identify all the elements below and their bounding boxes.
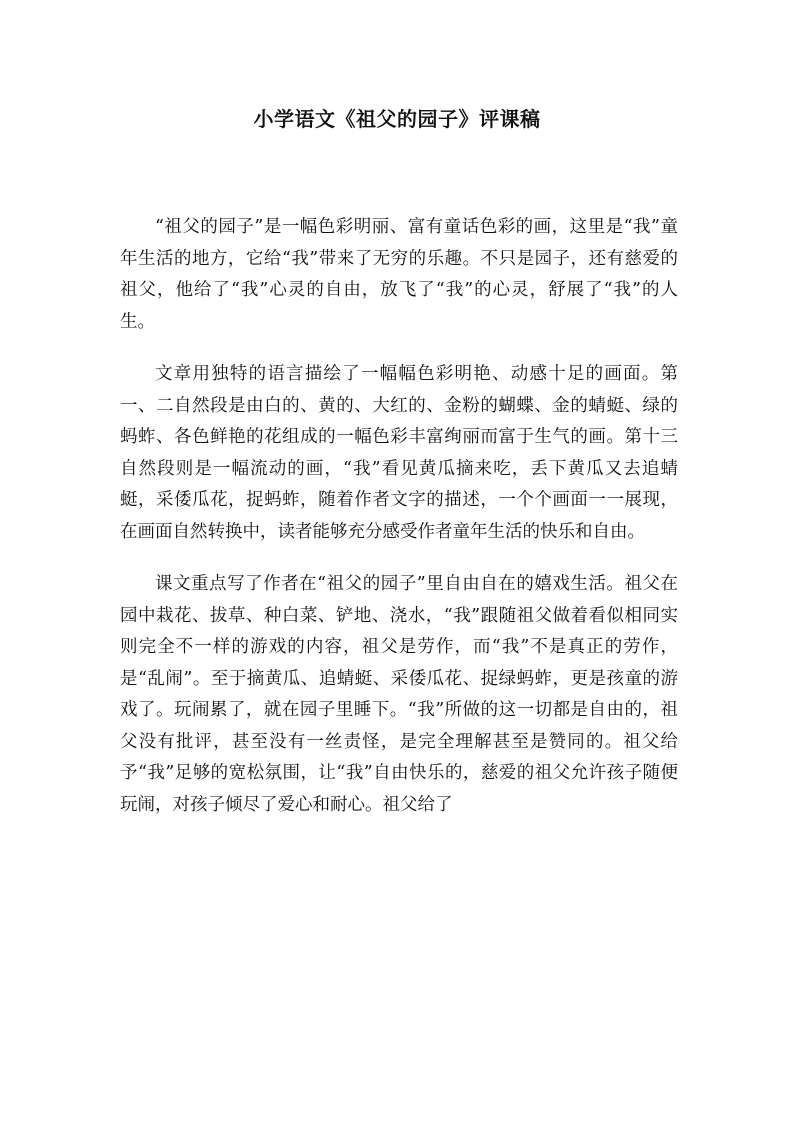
document-body — [120, 212, 678, 842]
paragraph-2: 文章用独特的语言描绘了一幅幅色彩明艳、动感十足的画面。第一、二自然段是由白的、黄的、大红的、金粉的蝴蝶、金的蜻蜓、绿的蚂蚱、各色鲜艳的花组成的一幅色彩丰富绚丽而富于生气的画。第十三自然段则是一幅流动的画，“我”看见黄瓜摘来吃，丢下黄瓜又去追蜻蜓，采倭瓜花，捉蚂蚱，随着作者文字的描述，一个个画面一一展现，在画面自然转换中，读者能够充分感受作者童年生活的快乐和自由。 — [120, 364, 678, 542]
paragraph-1: “祖父的园子”是一幅色彩明丽、富有童话色彩的画，这里是“我”童年生活的地方，它给“我”带来了无穷的乐趣。不只是园子，还有慈爱的祖父，他给了“我”心灵的自由，放飞了“我”的心灵，舒展了“我”的人生。 — [120, 217, 678, 332]
document-title: 小学语文《祖父的园子》评课稿 — [253, 107, 541, 131]
paragraph-3: 课文重点写了作者在“祖父的园子”里自由自在的嬉戏生活。祖父在园中栽花、拔草、种白菜、铲地、浇水，“我”跟随祖父做着看似相同实则完全不一样的游戏的内容，祖父是劳作，而“我”不是真正的劳作，是“乱闹”。至于摘黄瓜、追蜻蜓、采倭瓜花、捉绿蚂蚱，更是孩童的游戏了。玩闹累了，就在园子里睡下。“我”所做的这一切都是自由的，祖父没有批评，甚至没有一丝责怪，是完全理解甚至是赞同的。祖父给予“我”足够的宽松氛围，让“我”自由快乐的，慈爱的祖父允许孩子随便玩闹，对孩子倾尽了爱心和耐心。祖父给了 — [120, 574, 678, 815]
